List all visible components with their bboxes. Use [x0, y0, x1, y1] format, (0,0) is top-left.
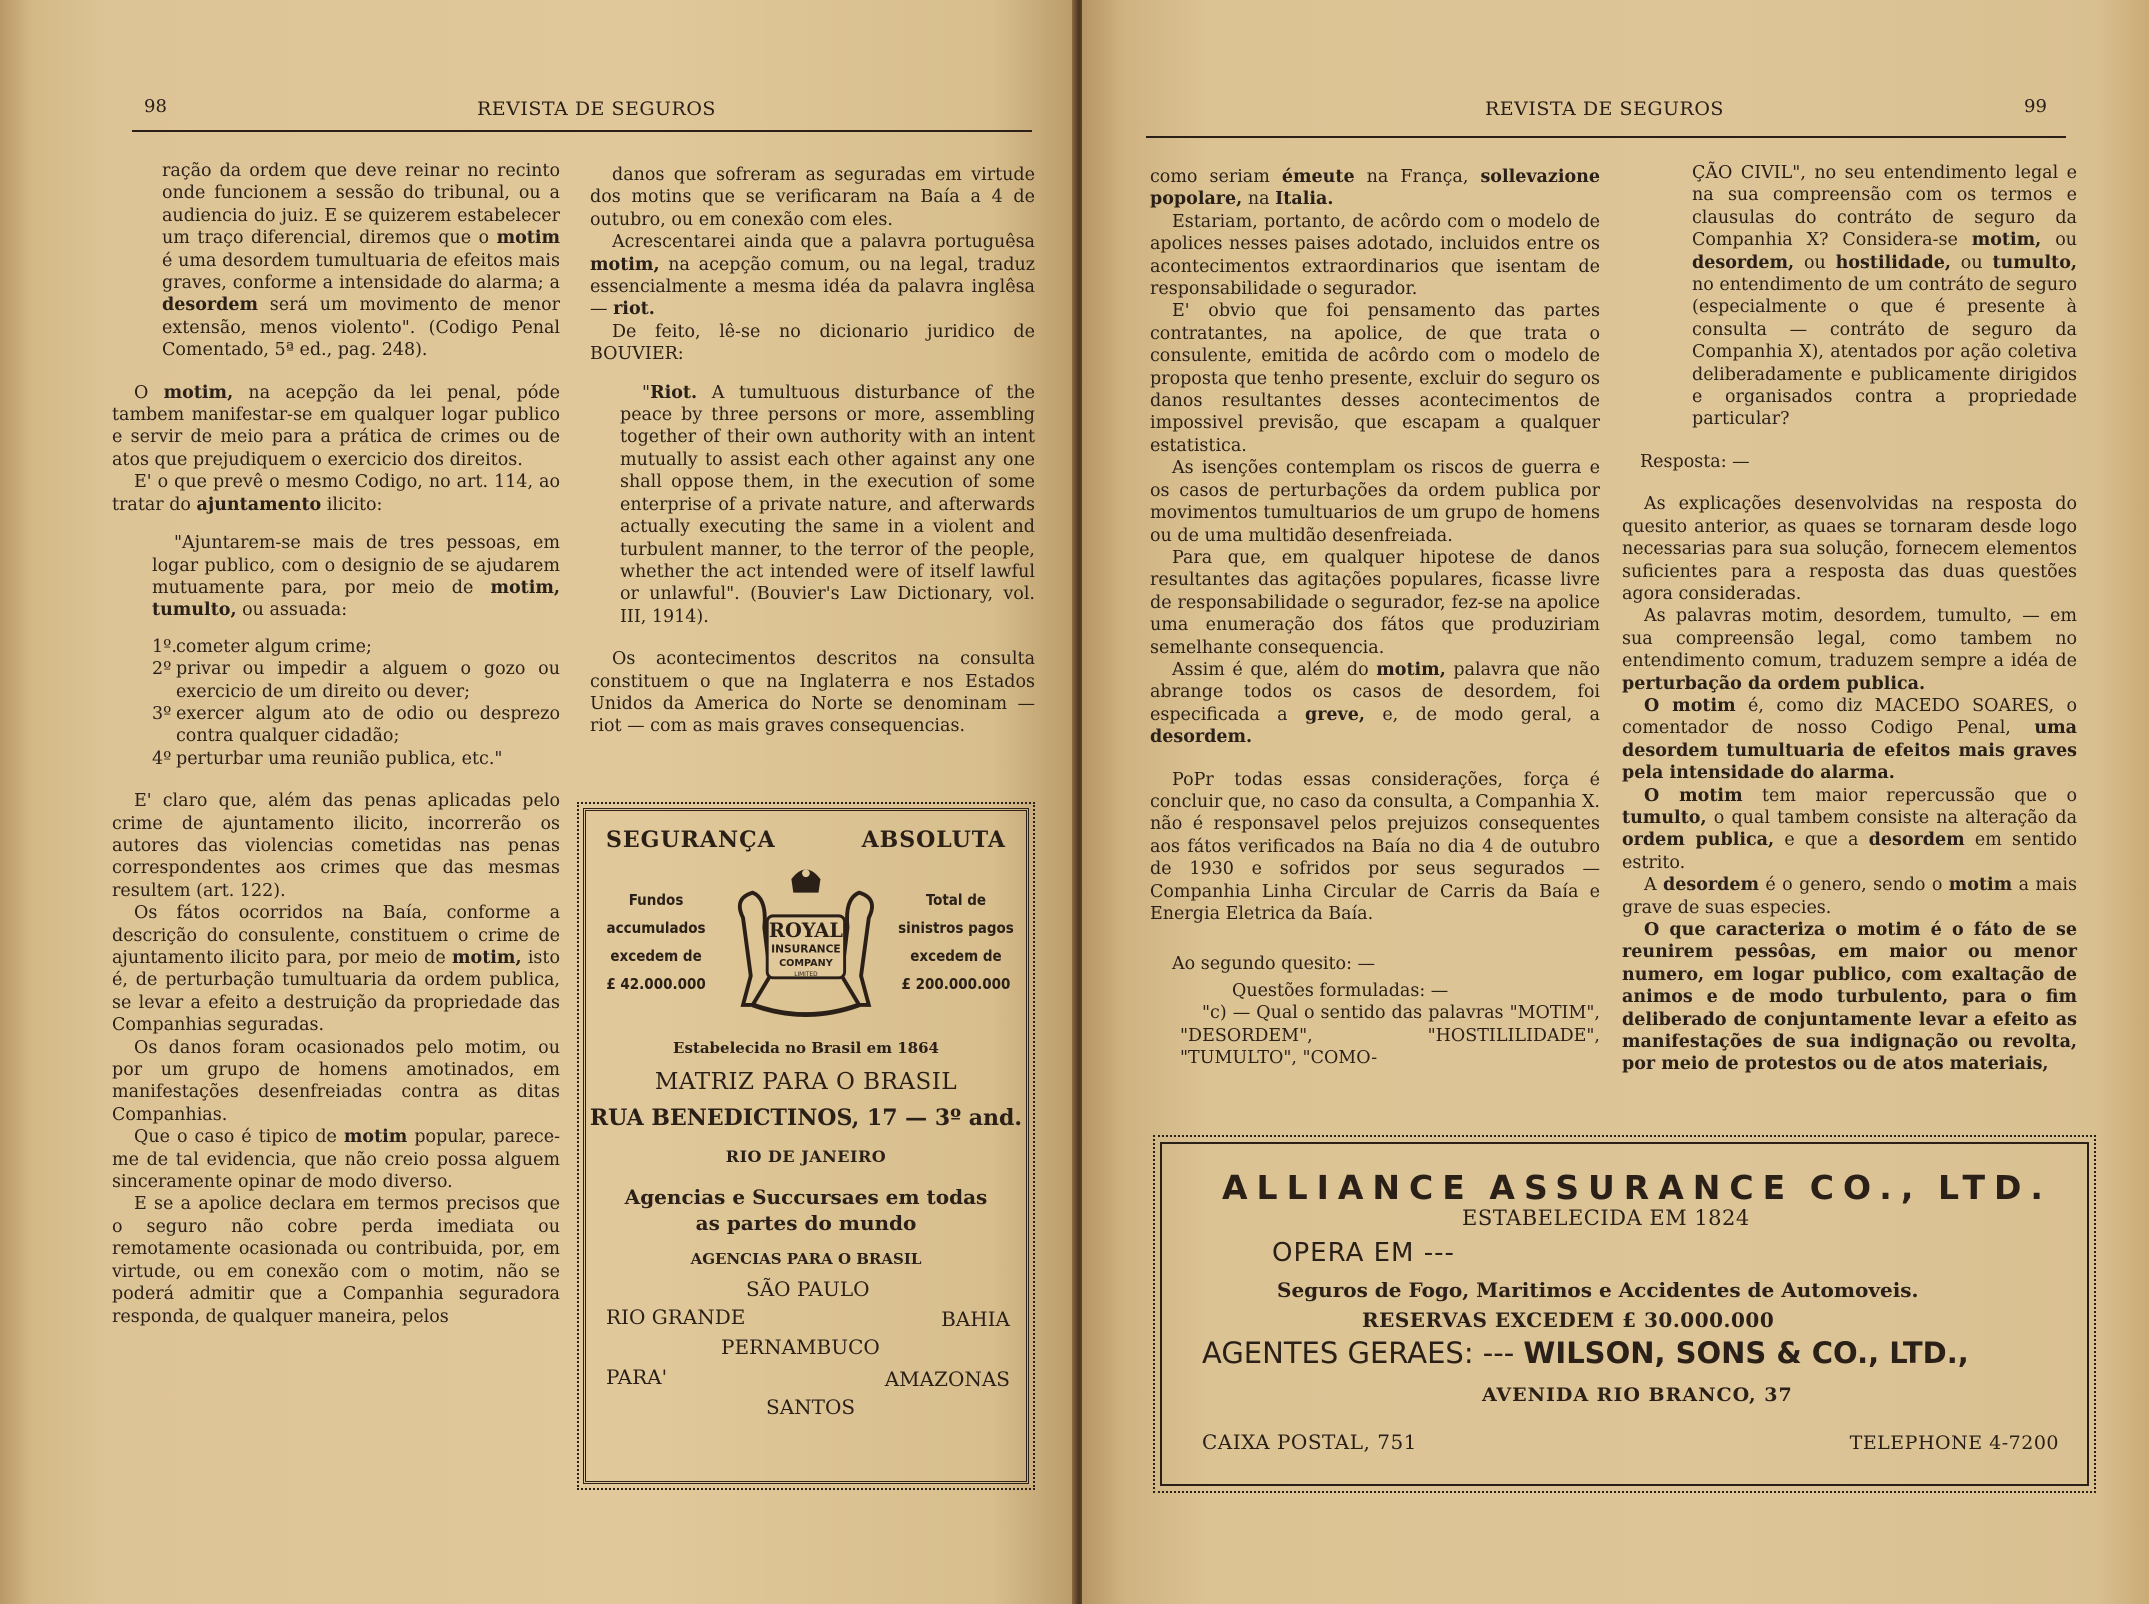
paragraph: E se a apolice declara em termos precisos que o seguro não cobre perda imediata ou remotamente ocasionada ou contribuida, por, em virtude, ou em conexão com o motim, não se poderá admitir que a Companhia seguradora responda, de qualquer maneira, pelos — [112, 1194, 560, 1327]
left-column-1 — [112, 160, 560, 1328]
paragraph: "c) — Qual o sentido das palavras "MOTIM", "DESORDEM", "HOSTILILIDADE", "TUMULTO", "COMO- — [1180, 1003, 1600, 1069]
page-number: 99 — [2024, 96, 2047, 117]
running-head: REVISTA DE SEGUROS — [477, 98, 716, 120]
svg-text:INSURANCE: INSURANCE — [771, 942, 841, 956]
ad-title: ALLIANCE ASSURANCE CO., LTD. — [1222, 1168, 2052, 1207]
city-label: SANTOS — [766, 1395, 856, 1419]
paragraph: E' obvio que foi pensamento das partes contratantes, na apolice, de que trata o consulente, emitida de acôrdo com o modelo de proposta que tenho presente, excluir do seguro os danos resultantes desses acontecimentos de impossivel previsão, que escapam a qualquer estatistica. — [1150, 301, 1600, 456]
ad-established: ESTABELECIDA EM 1824 — [1462, 1206, 1750, 1230]
page-number: 98 — [144, 96, 167, 117]
ad-agents: AGENTES GERAES: --- WILSON, SONS & CO., LTD., — [1202, 1336, 1969, 1370]
paragraph: As isenções contemplam os riscos de guerra e os casos de perturbações da ordem publica por movimentos tumultuarios de um grupo de homens ou de uma multidão desenfreiada. — [1150, 458, 1600, 546]
city-label: RIO GRANDE — [606, 1305, 746, 1329]
royal-insurance-ad — [583, 808, 1029, 1484]
ad-lines: Seguros de Fogo, Maritimos e Accidentes de Automoveis. — [1277, 1278, 1919, 1302]
ad-matriz: MATRIZ PARA O BRASIL — [654, 1069, 958, 1095]
quote: "Ajuntarem-se mais de tres pessoas, em logar publico, com o designio de se ajudarem mutuamente para, por meio de motim, tumulto, ou assuada: — [152, 533, 560, 621]
paragraph: E' o que prevê o mesmo Codigo, no art. 114, ao tratar do ajuntamento ilicito: — [112, 472, 560, 515]
paragraph: Questões formuladas: — — [1232, 980, 1449, 1001]
list-item: 4º perturbar uma reunião publica, etc." — [152, 748, 503, 769]
alliance-assurance-ad — [1160, 1142, 2089, 1486]
paragraph: Resposta: — — [1640, 451, 1750, 472]
left-column-2 — [590, 164, 1035, 738]
ad-cities — [586, 1274, 1026, 1424]
city-label: PERNAMBUCO — [721, 1335, 880, 1359]
ad-agencies-brazil: AGENCIAS PARA O BRASIL — [690, 1250, 922, 1268]
paragraph: O que caracteriza o motim é o fáto de se reunirem pessôas, em maior ou menor numero, em logar publico, com exaltação de animos e de modo turbulento, para o fim deliberado de conjuntamente levar a efeito as manifestações de sua indignação ou revolta, por meio de protestos ou de atos materiais, — [1622, 920, 2077, 1075]
header-rule — [132, 130, 1032, 132]
ad-headline-right: ABSOLUTA — [861, 827, 1006, 853]
paragraph: ração da ordem que deve reinar no recinto onde funcionem a sessão do tribunal, ou a audiencia do juiz. E se quizerem estabelecer um traço diferencial, diremos que o motim é uma desordem tumultuaria de efeitos mais graves, conforme a intensidade do alarma; a desordem será um movimento de menor extensão, menos violento". (Codigo Penal Comentado, 5ª ed., pag. 248). — [162, 161, 560, 361]
paragraph: Acrescentarei ainda que a palavra portuguêsa motim, na acepção comum, ou na legal, traduz essencialmente a mesma idéa da palavra inglêsa — riot. — [590, 232, 1035, 320]
ad-reserves: RESERVAS EXCEDEM £ 30.000.000 — [1362, 1308, 1775, 1332]
ad-city: RIO DE JANEIRO — [725, 1147, 887, 1166]
paragraph: A desordem é o genero, sendo o motim a mais grave de suas especies. — [1622, 875, 2078, 918]
paragraph: Ao segundo quesito: — — [1172, 954, 1376, 975]
paragraph: As explicações desenvolvidas na resposta do quesito anterior, as quaes se tornaram desde logo necessarias para sua solução, fornecem elementos suficientes para a resposta das duas questões agora consideradas. — [1622, 494, 2077, 604]
ad-address: RUA BENEDICTINOS, 17 — 3º and. — [589, 1105, 1023, 1131]
right-column-2 — [1622, 162, 2077, 1076]
paragraph: Para que, em qualquer hipotese de danos resultantes das agitações populares, ficasse livre de responsabilidade o segurador, fez-se na apolice uma enumeração dos fátos que produziriam semelhante consequencia. — [1150, 547, 1600, 658]
paragraph: Os acontecimentos descritos na consulta constituem o que na Inglaterra e nos Estados Unidos da America do Norte se denominam — riot — com as mais graves consequencias. — [590, 649, 1035, 737]
paragraph: como seriam émeute na França, sollevazione popolare, na Italia. — [1150, 167, 1601, 210]
paragraph: PoPr todas essas considerações, força é concluir que, no caso da consulta, a Companhia X. não é responsavel pelos prejuizos consequentes aos fátos verificados na Baía no dia 4 de outubro de 1930 e sofridos por seus segurados — Companhia Linha Circular de Carris da Baía e Energia Eletrica da Baía. — [1150, 769, 1600, 924]
paragraph: O motim tem maior repercussão que o tumulto, o qual tambem consiste na alteração da ordem publica, e que a desordem em sentido estrito. — [1622, 785, 2077, 873]
ad-telephone: TELEPHONE 4-7200 — [1849, 1432, 2059, 1454]
funds-block: Fundos accumulados excedem de £ 42.000.000 — [606, 891, 706, 993]
ad-avenue: AVENIDA RIO BRANCO, 37 — [1482, 1384, 1793, 1406]
svg-text:LIMITED: LIMITED — [794, 971, 818, 978]
svg-text:ROYAL: ROYAL — [768, 919, 844, 943]
list-item: 3º exercer algum ato de odio ou desprezo contra qualquer cidadão; — [152, 703, 560, 747]
ad-agencies: Agencias e Succursaes em todas as partes do mundo — [624, 1185, 988, 1235]
city-label: AMAZONAS — [884, 1367, 1010, 1391]
running-head: REVISTA DE SEGUROS — [1485, 98, 1724, 120]
paragraph: Os fátos ocorridos na Baía, conforme a descrição do consulente, constituem o crime de ajuntamento ilicito para, por meio de motim, isto é, de perturbação tumultuaria da ordem publica, se levar a efeito a destruição da propriedade das Companhias seguradas. — [112, 903, 560, 1036]
paragraph: De feito, lê-se no dicionario juridico de BOUVIER: — [590, 321, 1035, 365]
svg-text:COMPANY: COMPANY — [779, 958, 833, 970]
paragraph: E' claro que, além das penas aplicadas pelo crime de ajuntamento ilicito, incorrerão os autores das violencias cometidas nas penas correspondentes aos crimes que das mesmas resultem (art. 122). — [112, 791, 560, 901]
city-label: PARA' — [606, 1365, 668, 1389]
article-items — [152, 636, 560, 770]
paragraph: ÇÃO CIVIL", no seu entendimento legal e na sua compreensão com os termos e clausulas do contráto de seguro da Companhia X? Considera-se motim, ou desordem, ou hostilidade, ou tumulto, no entendimento de um contráto de seguro (especialmente o que é presente à consulta — contráto de seguro da Companhia X), atentados por ação coletiva deliberadamente e publicamente dirigidos e organisados contra a propriedade particular? — [1692, 163, 2078, 430]
city-label: SÃO PAULO — [746, 1277, 870, 1301]
quote: "Riot. A tumultuous disturbance of the peace by three persons or more, assembling together of their own authority with an intent mutually to assist each other against any one shall oppose them, in the execution of some enterprise of a private nature, and afterwards actually executing the same in a violent and turbulent manner, to the terror of the people, whether the act intended were of itself lawful or unlawful". (Bouvier's Law Dictionary, vol. III, 1914). — [620, 382, 1035, 627]
ad-established: Estabelecida no Brasil em 1864 — [673, 1039, 939, 1057]
paragraph: Assim é que, além do motim, palavra que não abrange todos os casos de desordem, foi especificada a greve, e, de modo geral, a desordem. — [1150, 659, 1600, 748]
paragraph: As palavras motim, desordem, tumulto, — em sua compreensão legal, como tambem no entendimento comum, traduzem sempre a idéa de perturbação da ordem publica. — [1622, 606, 2077, 694]
paragraph: Que o caso é tipico de motim popular, parece-me de tal evidencia, que não creio possa alguem sinceramente opinar de modo diverso. — [112, 1127, 560, 1193]
header-rule — [1146, 136, 2066, 138]
city-label: BAHIA — [941, 1307, 1010, 1331]
paragraph: O motim, na acepção da lei penal, póde tambem manifestar-se em qualquer logar publico e servir de meio para a prática de crimes ou de atos que prejudiquem o exercicio dos direitos. — [112, 382, 560, 470]
ad-postal: CAIXA POSTAL, 751 — [1202, 1430, 1417, 1454]
ad-headline-left: SEGURANÇA — [606, 827, 776, 853]
paragraph: danos que sofreram as seguradas em virtude dos motins que se verificaram na Baía a 4 de outubro, ou em conexão com eles. — [590, 165, 1035, 230]
list-item: 2º privar ou impedir a alguem o gozo ou exercicio de um direito ou dever; — [152, 659, 560, 702]
claims-block: Total de sinistros pagos excedem de £ 200.000.000 — [898, 891, 1014, 993]
right-column-1 — [1150, 166, 1600, 1069]
ad-opera: OPERA EM --- — [1272, 1238, 1455, 1268]
royal-crest-logo — [714, 857, 898, 1027]
paragraph: Os danos foram ocasionados pelo motim, ou por um grupo de homens amotinados, em manifestações desenfreiadas contra as ditas Companhias. — [112, 1037, 560, 1125]
list-item: 1º.cometer algum crime; — [152, 636, 372, 657]
paragraph: Estariam, portanto, de acôrdo com o modelo de apolices nesses paises adotado, incluidos entre os acontecimentos extraordinarios que isentam de responsabilidade o segurador. — [1150, 211, 1600, 300]
paragraph: O motim é, como diz MACEDO SOARES, o comentador de nosso Codigo Penal, uma desordem tumultuaria de efeitos mais graves pela intensidade do alarma. — [1622, 695, 2077, 784]
